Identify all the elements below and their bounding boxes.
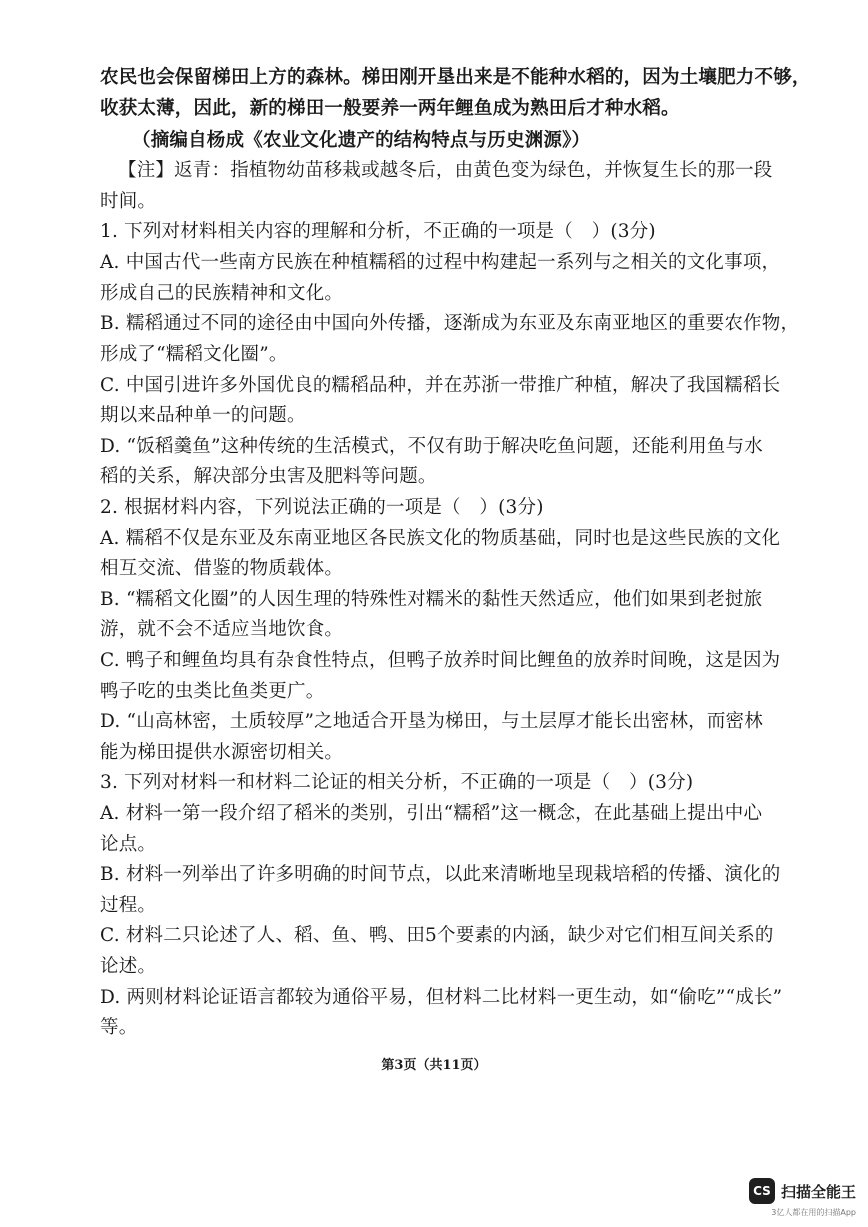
- text-line: 收获太薄，因此，新的梯田一般要养一两年鲤鱼成为熟田后才种水稻。: [100, 98, 680, 119]
- option-line: 相互交流、借鉴的物质载体。: [100, 558, 344, 579]
- scanner-title: 扫描全能王: [780, 1182, 856, 1201]
- option-line: C. 材料二只论述了人、稻、鱼、鸭、田5个要素的内涵，缺少对它们相互间关系的: [100, 925, 774, 946]
- option-line: 论述。: [100, 956, 157, 977]
- option-line: D. 两则材料论证语言都较为通俗平易，但材料二比材料一更生动，如“偷吃”“成长”: [100, 987, 783, 1008]
- option-line: 鸭子吃的虫类比鱼类更广。: [100, 681, 325, 702]
- text-line: 时间。: [100, 191, 157, 212]
- note-line: 【注】返青：指植物幼苗移栽或越冬后，由黄色变为绿色，并恢复生长的那一段: [118, 160, 773, 181]
- citation-line: （摘编自杨成《农业文化遗产的结构特点与历史渊源》）: [132, 130, 591, 151]
- option-line: B. 糯稻通过不同的途径由中国向外传播，逐渐成为东亚及东南亚地区的重要农作物，: [100, 313, 800, 334]
- option-line: C. 鸭子和鲤鱼均具有杂食性特点，但鸭子放养时间比鲤鱼的放养时间晚，这是因为: [100, 650, 781, 671]
- option-line: C. 中国引进许多外国优良的糯稻品种，并在苏浙一带推广种植，解决了我国糯稻长: [100, 375, 781, 396]
- option-line: B. 材料一列举出了许多明确的时间节点，以此来清晰地呈现栽培稻的传播、演化的: [100, 864, 781, 885]
- option-line: 论点。: [100, 834, 157, 855]
- option-line: D. “山高林密，土质较厚”之地适合开垦为梯田，与土层厚才能长出密林，而密林: [100, 711, 763, 732]
- option-line: 能为梯田提供水源密切相关。: [100, 742, 344, 763]
- question-2: 2. 根据材料内容，下列说法正确的一项是（ ）(3分): [100, 497, 544, 518]
- option-line: 形成了“糯稻文化圈”。: [100, 344, 288, 365]
- question-3: 3. 下列对材料一和材料二论证的相关分析，不正确的一项是（ ）(3分): [100, 772, 694, 793]
- question-1: 1. 下列对材料相关内容的理解和分析，不正确的一项是（ ）(3分): [100, 221, 656, 242]
- option-line: A. 中国古代一些南方民族在种植糯稻的过程中构建起一系列与之相关的文化事项，: [100, 252, 781, 273]
- option-line: 游，就不会不适应当地饮食。: [100, 619, 344, 640]
- option-line: 过程。: [100, 895, 157, 916]
- option-line: B. “糯稻文化圈”的人因生理的特殊性对糯米的黏性天然适应，他们如果到老挝旅: [100, 589, 763, 610]
- scanner-watermark: [749, 1178, 856, 1204]
- option-line: 期以来品种单一的问题。: [100, 405, 306, 426]
- scanner-logo-icon: CS: [749, 1178, 775, 1204]
- option-line: 等。: [100, 1017, 138, 1038]
- option-line: 形成自己的民族精神和文化。: [100, 283, 344, 304]
- scanner-subtitle: 3亿人都在用的扫描App: [771, 1208, 856, 1217]
- option-line: 稻的关系，解决部分虫害及肥料等问题。: [100, 466, 437, 487]
- page-number: 第3页（共11页）: [381, 1058, 487, 1073]
- option-line: D. “饭稻羹鱼”这种传统的生活模式，不仅有助于解决吃鱼问题，还能利用鱼与水: [100, 436, 763, 457]
- option-line: A. 材料一第一段介绍了稻米的类别，引出“糯稻”这一概念，在此基础上提出中心: [100, 803, 763, 824]
- option-line: A. 糯稻不仅是东亚及东南亚地区各民族文化的物质基础，同时也是这些民族的文化: [100, 528, 781, 549]
- text-line: 农民也会保留梯田上方的森林。梯田刚开垦出来是不能种水稻的，因为土壤肥力不够，: [100, 67, 811, 88]
